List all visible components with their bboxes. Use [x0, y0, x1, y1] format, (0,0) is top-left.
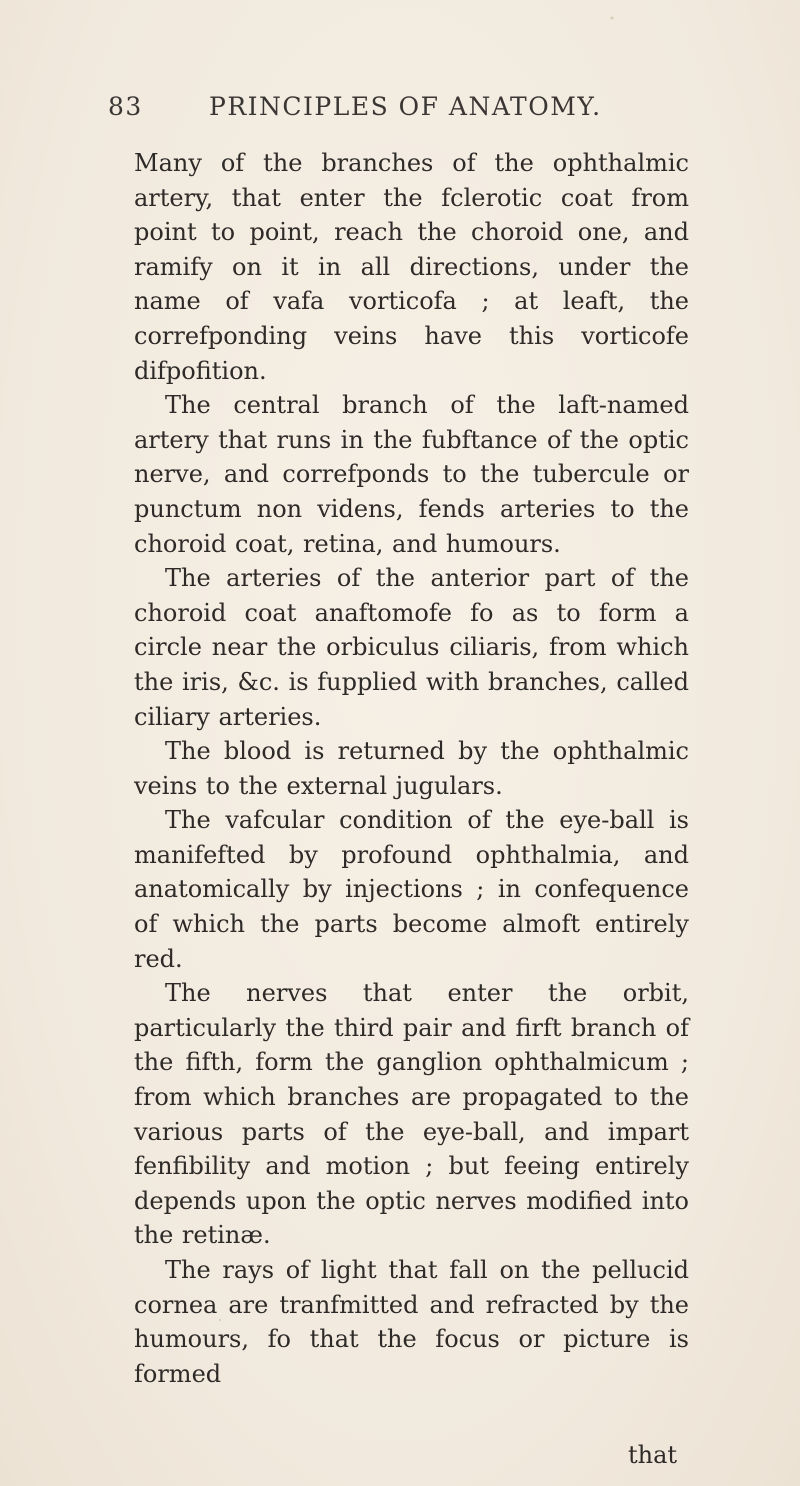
- paragraph-central-branch: The central branch of the laft-named artery that runs in the fubftance of the optic nerve, and correfponds to the tubercule or punctum non videns, fends arteries to the choroid coat, retina, and humours.: [134, 391, 689, 558]
- paragraph-vascular-condition: The vafcular condition of the eye-ball is manifefted by profound ophthalmia, and anatomically by injections ; in confequence of which the parts become almoft entirely red.: [134, 806, 689, 973]
- paragraph-nerves: The nerves that enter the orbit, particularly the third pair and firft branch of the fifth, form the ganglion ophthalmicum ; from which branches are propagated to the various parts of the eye-ball, and impart fenfibility and motion ; but feeing entirely depends upon the optic nerves modified into the retinæ.: [134, 979, 689, 1250]
- paragraph-blood-return: The blood is returned by the ophthalmic veins to the external jugulars.: [134, 737, 689, 800]
- paragraph-rays-of-light: The rays of light that fall on the pellucid cornea are tranfmitted and refracted by the humours, fo that the focus or picture is formed: [134, 1256, 689, 1388]
- page-header: [108, 92, 708, 132]
- page-number: 83: [108, 92, 143, 121]
- paragraph-vasa-vorticosa: Many of the branches of the ophthalmic artery, that enter the fclerotic coat from point to point, reach the choroid one, and ramify on it in all directions, under the name of vafa vorticofa ; at leaft, the correfponding veins have this vorticofe difpofition.: [134, 149, 689, 385]
- ink-speck: [611, 17, 614, 20]
- running-title: PRINCIPLES OF ANATOMY.: [209, 92, 602, 121]
- catchword: that: [628, 1441, 678, 1469]
- paragraph-anterior-arteries: The arteries of the anterior part of the choroid coat anaftomofe fo as to form a circle near the orbiculus ciliaris, from which the iris, &c. is fupplied with branches, called ciliary arteries.: [134, 564, 689, 731]
- body-text: [134, 146, 689, 1391]
